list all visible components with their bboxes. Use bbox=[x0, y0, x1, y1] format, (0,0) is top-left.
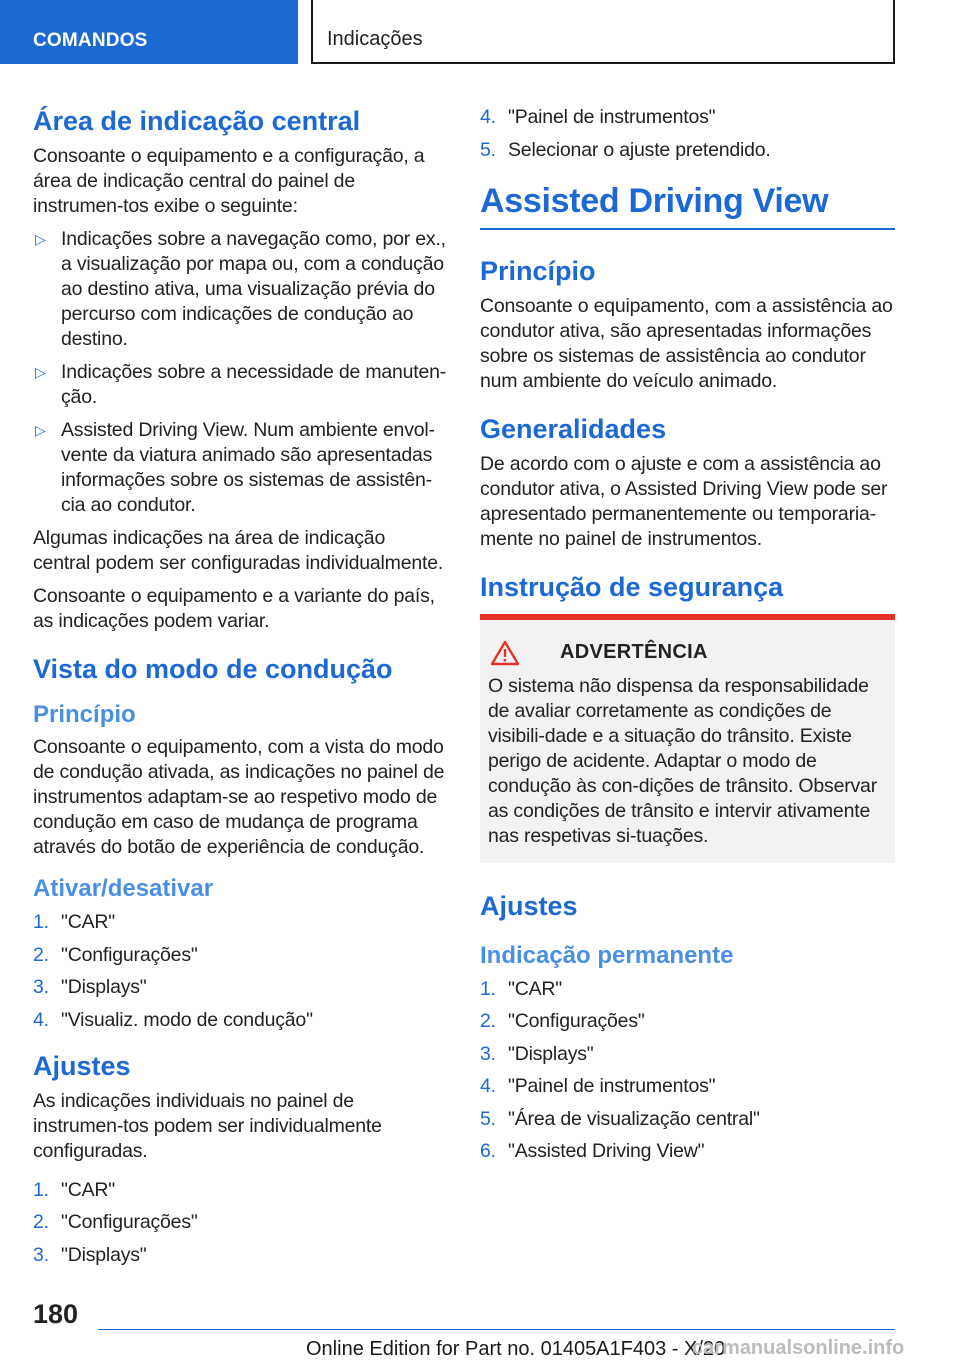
list-item: 3. "Displays" bbox=[33, 1243, 147, 1266]
list-item: ▷ Assisted Driving View. Num ambiente envol-vente da viatura animado são apresentadas informações sobre os sistemas de assistên-cia ao condutor. bbox=[35, 419, 435, 516]
vista-modo-principio-text: Consoante o equipamento, com a vista do modo de condução ativada, as indicações no painel de instrumentos adaptam-se ao respetivo modo de condução em caso de mudança de programa através do botão de experiência de condução. bbox=[33, 736, 445, 858]
list-item: 2. "Configurações" bbox=[480, 1010, 645, 1032]
list-item: 2. "Configurações" bbox=[33, 943, 198, 966]
triangle-bullet-icon: ▷ bbox=[35, 231, 46, 247]
list-item: 3. "Displays" bbox=[33, 976, 147, 998]
section-tab-label: COMANDOS bbox=[33, 30, 148, 51]
left-column bbox=[33, 100, 447, 1278]
heading-instrucao-seguranca: Instrução de segurança bbox=[480, 571, 784, 602]
warning-triangle-icon bbox=[490, 640, 520, 666]
list-item: 4. "Painel de instrumentos" bbox=[480, 1075, 716, 1097]
ativar-steps bbox=[33, 910, 447, 1033]
list-item: ▷ Indicações sobre a necessidade de manuten-ção. bbox=[35, 361, 447, 408]
list-item: 1. "CAR" bbox=[33, 911, 116, 933]
footer-edition: Online Edition for Part no. 01405A1F403 - X/20 bbox=[306, 1338, 726, 1360]
heading-generalidades: Generalidades bbox=[480, 413, 667, 444]
watermark: carmanualsonline.info bbox=[692, 1337, 905, 1359]
list-item: 5. "Área de visualização central" bbox=[480, 1107, 760, 1130]
area-central-intro: Consoante o equipamento e a configuração, a área de indicação central do painel de instrumen-tos exibe o seguinte: bbox=[33, 145, 425, 217]
list-item: 4. "Painel de instrumentos" bbox=[480, 106, 716, 128]
permanente-steps bbox=[480, 977, 895, 1165]
list-item: 1. "CAR" bbox=[480, 977, 563, 1000]
area-central-para1: Algumas indicações na área de indicação central podem ser configuradas individualmente. bbox=[33, 527, 444, 574]
list-item: 6. "Assisted Driving View" bbox=[480, 1140, 705, 1162]
section-tab bbox=[0, 0, 298, 64]
adv-principio-text: Consoante o equipamento, com a assistência ao condutor ativa, são apresentadas informações sobre os sistemas de assistência ao condutor num ambiente do veículo animado. bbox=[480, 294, 893, 392]
heading-assisted-driving-view: Assisted Driving View bbox=[480, 179, 895, 230]
heading-vista-modo: Vista do modo de condução bbox=[33, 654, 393, 684]
right-column bbox=[480, 100, 895, 1174]
list-item: 4. "Visualiz. modo de condução" bbox=[33, 1008, 313, 1031]
continued-steps bbox=[480, 105, 895, 163]
chapter-header bbox=[311, 0, 895, 64]
heading-adv-principio: Princípio bbox=[480, 255, 596, 286]
ajustes-text: As indicações individuais no painel de instrumen-tos podem ser individualmente configuradas. bbox=[33, 1089, 382, 1162]
heading-adv-ajustes: Ajustes bbox=[480, 890, 578, 921]
triangle-bullet-icon: ▷ bbox=[35, 422, 46, 438]
warning-header bbox=[488, 640, 887, 666]
triangle-bullet-icon: ▷ bbox=[35, 364, 46, 380]
list-item: 5. Selecionar o ajuste pretendido. bbox=[480, 138, 771, 161]
area-central-bullets bbox=[33, 227, 447, 518]
warning-box bbox=[480, 614, 895, 863]
list-item: 2. "Configurações" bbox=[33, 1211, 198, 1233]
heading-ativar-desativar: Ativar/desativar bbox=[33, 875, 214, 902]
list-item: ▷ Indicações sobre a navegação como, por ex., a visualização por mapa ou, com a condução ao destino ativa, uma visualização prévia do percurso com indicações de condução ao destino. bbox=[35, 228, 446, 350]
area-central-para2: Consoante o equipamento e a variante do país, as indicações podem variar. bbox=[33, 585, 435, 632]
heading-indicacao-permanente: Indicação permanente bbox=[480, 941, 734, 969]
heading-ajustes: Ajustes bbox=[33, 1050, 131, 1081]
warning-text: O sistema não dispensa da responsabilidade de avaliar corretamente as condições de visibili-dade e a situação do trânsito. Existe perigo de acidente. Adaptar o modo de condução às con-dições de trânsito. Observar as condições de trânsito e intervir ativamente nas respetivas si-tuações. bbox=[488, 674, 877, 847]
warning-label: ADVERTÊNCIA bbox=[560, 641, 708, 663]
chapter-title: Indicações bbox=[327, 28, 423, 50]
heading-area-central: Área de indicação central bbox=[33, 106, 361, 136]
heading-principio: Princípio bbox=[33, 701, 136, 728]
ajustes-steps bbox=[33, 1178, 447, 1268]
list-item: 1. "CAR" bbox=[33, 1178, 116, 1201]
generalidades-text: De acordo com o ajuste e com a assistência ao condutor ativa, o Assisted Driving View pode ser apresentado permanentemente ou temporaria-mente no painel de instrumentos. bbox=[480, 452, 888, 550]
list-item: 3. "Displays" bbox=[480, 1042, 594, 1065]
footer-divider bbox=[98, 1329, 895, 1330]
page-number: 180 bbox=[33, 1299, 79, 1329]
